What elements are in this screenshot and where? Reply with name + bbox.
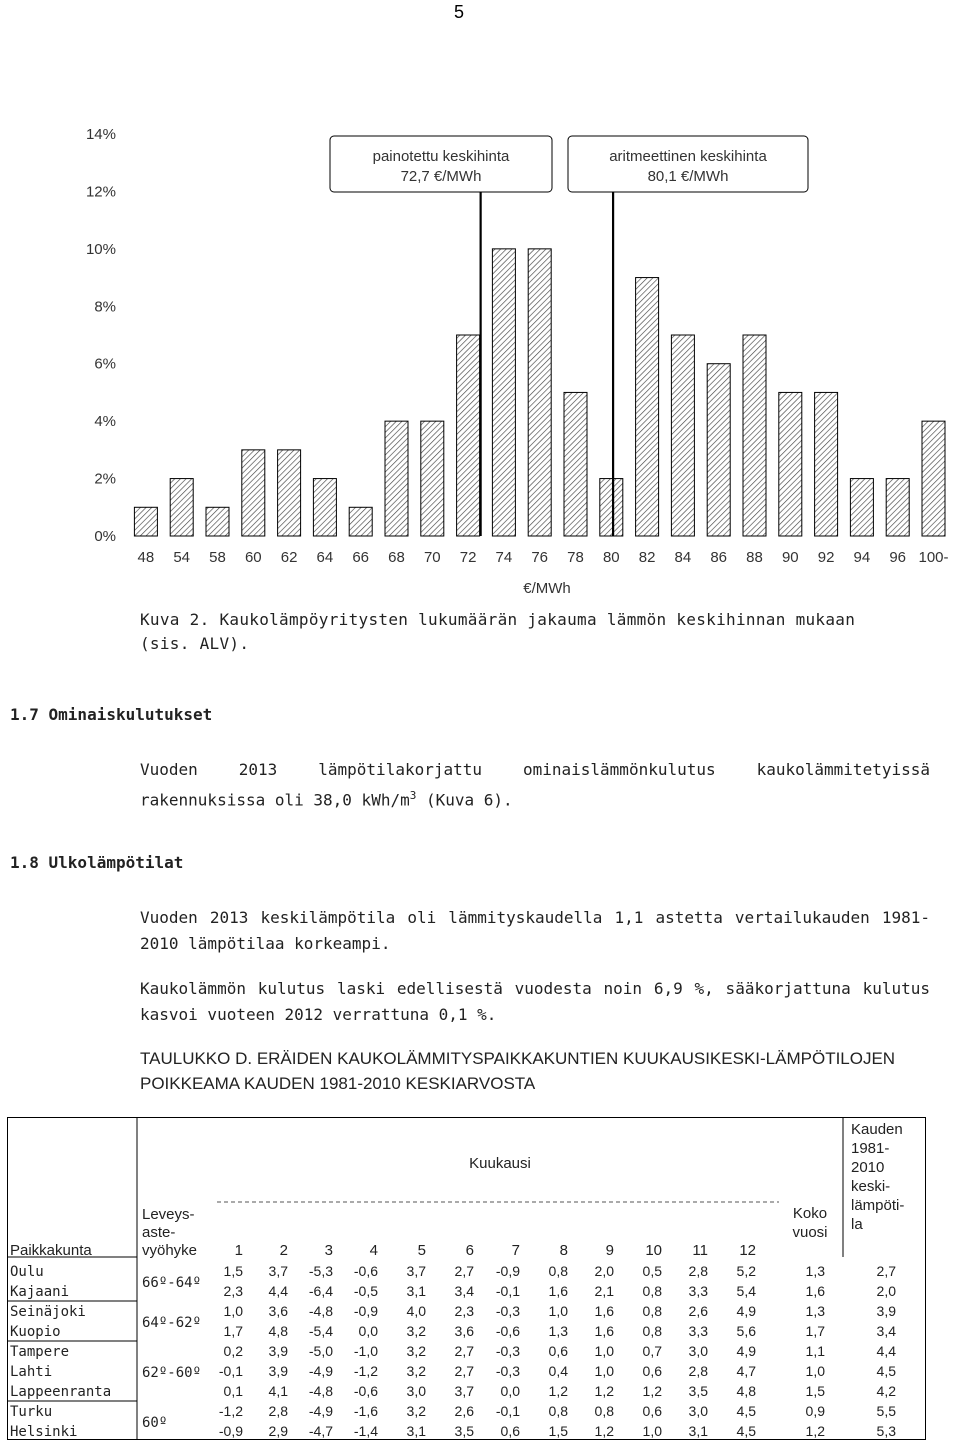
city-name: Lahti: [10, 1364, 53, 1380]
header-month: 3: [324, 1242, 333, 1259]
month-value: -0,1: [495, 1283, 520, 1299]
y-tick-label: 12%: [85, 183, 116, 201]
month-value: 1,2: [594, 1383, 614, 1399]
city-name: Turku: [10, 1404, 53, 1420]
month-value: -0,1: [495, 1403, 520, 1419]
bar: [636, 278, 659, 536]
month-value: 3,3: [688, 1283, 708, 1299]
bar: [707, 364, 730, 536]
month-value: 0,2: [223, 1343, 243, 1359]
header-period: lämpöti-: [851, 1197, 905, 1214]
year-value: 1,2: [805, 1423, 825, 1439]
city-name: Kuopio: [10, 1324, 61, 1340]
month-value: 2,7: [454, 1343, 474, 1359]
header-month: 6: [465, 1242, 474, 1259]
month-value: 4,9: [736, 1303, 756, 1319]
month-value: 0,6: [642, 1403, 662, 1419]
header-city: Paikkakunta: [10, 1242, 92, 1259]
bar: [815, 392, 838, 536]
bar: [671, 335, 694, 536]
x-tick-label: 88: [746, 549, 763, 566]
bar: [528, 249, 551, 536]
temperature-deviation-table: [7, 1117, 932, 1441]
bar: [743, 335, 766, 536]
x-tick-label: 72: [459, 549, 477, 566]
y-tick-label: 2%: [94, 470, 116, 488]
header-month-group: Kuukausi: [469, 1155, 531, 1172]
month-value: 0,0: [500, 1383, 520, 1399]
city-name: Seinäjoki: [10, 1304, 86, 1320]
month-value: 0,8: [594, 1403, 614, 1419]
bar: [278, 450, 301, 536]
x-tick-label: 96: [889, 549, 907, 566]
paragraph-keskilampotila: Vuoden 2013 keskilämpötila oli lämmityskaudella 1,1 astetta vertailukauden 1981-2010 lämpötilaa korkeampi.: [140, 908, 930, 953]
month-value: 4,4: [268, 1283, 288, 1299]
header-month: 5: [417, 1242, 426, 1259]
year-value: 1,6: [805, 1283, 825, 1299]
month-value: 3,1: [688, 1423, 708, 1439]
period-value: 2,0: [876, 1283, 896, 1299]
month-value: 2,3: [454, 1303, 474, 1319]
zone-label: 66º-64º: [142, 1275, 202, 1291]
x-tick-label: 92: [817, 549, 835, 566]
month-value: 2,7: [454, 1363, 474, 1379]
month-value: 1,2: [594, 1423, 614, 1439]
x-tick-label: 78: [567, 549, 584, 566]
bar: [421, 421, 444, 536]
month-value: 3,3: [688, 1323, 708, 1339]
month-value: 0,7: [642, 1343, 662, 1359]
month-value: -0,9: [353, 1303, 378, 1319]
city-name: Helsinki: [10, 1424, 78, 1440]
header-zone: vyöhyke: [142, 1242, 198, 1259]
month-value: -1,2: [218, 1403, 243, 1419]
month-value: 3,2: [406, 1343, 426, 1359]
x-tick-label: 82: [638, 549, 656, 566]
month-value: 3,5: [688, 1383, 708, 1399]
month-value: 2,8: [688, 1363, 708, 1379]
month-value: 0,6: [642, 1363, 662, 1379]
month-value: -4,7: [308, 1423, 333, 1439]
header-period: keski-: [851, 1178, 891, 1195]
month-value: 0,8: [642, 1303, 662, 1319]
month-value: 1,0: [594, 1343, 614, 1359]
x-tick-label: 64: [316, 549, 334, 566]
bar: [457, 335, 480, 536]
month-value: 1,5: [548, 1423, 568, 1439]
header-month: 1: [234, 1242, 243, 1259]
x-tick-label: 66: [352, 549, 370, 566]
month-value: 3,7: [406, 1263, 426, 1279]
month-value: 0,4: [548, 1363, 568, 1379]
y-tick-label: 10%: [85, 240, 116, 258]
period-value: 3,9: [876, 1303, 896, 1319]
month-value: 4,8: [736, 1383, 756, 1399]
month-value: -6,4: [308, 1283, 333, 1299]
bar: [170, 479, 193, 536]
month-value: -0,5: [353, 1283, 378, 1299]
x-tick-label: 62: [280, 549, 298, 566]
year-value: 1,7: [805, 1323, 825, 1339]
city-name: Tampere: [10, 1344, 70, 1360]
month-value: 0,6: [500, 1423, 520, 1439]
month-value: -0,6: [353, 1383, 378, 1399]
month-value: 2,0: [594, 1263, 614, 1279]
header-year: vuosi: [792, 1224, 828, 1241]
header-month: 2: [279, 1242, 288, 1259]
bar: [313, 479, 336, 536]
header-month: 10: [645, 1242, 662, 1259]
month-value: 2,8: [268, 1403, 288, 1419]
header-month: 11: [692, 1242, 708, 1259]
month-value: -0,3: [495, 1303, 520, 1319]
bar: [850, 479, 873, 536]
bar: [564, 392, 587, 536]
x-axis-label: €/MWh: [523, 580, 571, 597]
month-value: 5,4: [736, 1283, 756, 1299]
page-number: 5: [454, 2, 465, 22]
bar: [600, 479, 623, 536]
month-value: 2,6: [688, 1303, 708, 1319]
month-value: 1,2: [642, 1383, 662, 1399]
month-value: -0,9: [495, 1263, 520, 1279]
bar: [922, 421, 945, 536]
bar: [242, 450, 265, 536]
header-month: 12: [739, 1242, 756, 1259]
month-value: 3,9: [268, 1363, 288, 1379]
month-value: 4,5: [736, 1423, 756, 1439]
month-value: 1,0: [223, 1303, 243, 1319]
figure-caption: Kuva 2. Kaukolämpöyritysten lukumäärän jakauma lämmön keskihinnan mukaan (sis. ALV).: [140, 610, 856, 653]
x-tick-label: 80: [602, 549, 620, 566]
month-value: 2,8: [688, 1263, 708, 1279]
month-value: -1,6: [353, 1403, 378, 1419]
bar: [385, 421, 408, 536]
month-value: -5,3: [308, 1263, 333, 1279]
x-tick-label: 74: [495, 549, 513, 566]
reference-value: 72,7 €/MWh: [400, 168, 482, 185]
header-month: 7: [511, 1242, 520, 1259]
month-value: 1,0: [642, 1423, 662, 1439]
x-tick-label: 76: [531, 549, 549, 566]
month-value: -0,3: [495, 1343, 520, 1359]
month-value: 5,2: [736, 1263, 756, 1279]
period-value: 4,5: [876, 1363, 896, 1379]
month-value: 3,2: [406, 1363, 426, 1379]
x-tick-label: 86: [710, 549, 728, 566]
x-tick-label: 94: [853, 549, 871, 566]
month-value: 3,5: [454, 1423, 474, 1439]
x-tick-label: 84: [674, 549, 692, 566]
city-name: Kajaani: [10, 1284, 70, 1300]
bar: [206, 507, 229, 536]
header-month: 9: [605, 1242, 614, 1259]
year-value: 1,3: [805, 1263, 825, 1279]
month-value: 1,6: [594, 1323, 614, 1339]
y-tick-label: 0%: [94, 528, 116, 545]
header-zone: aste-: [142, 1224, 176, 1241]
month-value: 0,5: [642, 1263, 662, 1279]
period-value: 3,4: [876, 1323, 896, 1339]
month-value: 3,6: [268, 1303, 288, 1319]
x-tick-label: 60: [244, 549, 262, 566]
header-month: 4: [369, 1242, 378, 1259]
month-value: 0,8: [548, 1263, 568, 1279]
month-value: 3,0: [406, 1383, 426, 1399]
month-value: 2,9: [268, 1423, 288, 1439]
month-value: 0,1: [223, 1383, 243, 1399]
month-value: 0,8: [642, 1323, 662, 1339]
month-value: 0,6: [548, 1343, 568, 1359]
zone-label: 62º-60º: [142, 1365, 202, 1381]
year-value: 0,9: [805, 1403, 825, 1419]
y-tick-label: 4%: [94, 413, 116, 431]
year-value: 1,0: [805, 1363, 825, 1379]
month-value: 1,2: [548, 1383, 568, 1399]
month-value: -4,8: [308, 1303, 333, 1319]
month-value: 3,6: [454, 1323, 474, 1339]
month-value: 5,6: [736, 1323, 756, 1339]
month-value: 3,0: [688, 1403, 708, 1419]
x-tick-label: 70: [423, 549, 441, 566]
x-tick-label: 100-: [918, 549, 949, 566]
period-value: 5,3: [876, 1423, 896, 1439]
paragraph-ominaiskulutus: [140, 757, 930, 813]
month-value: 1,6: [548, 1283, 568, 1299]
month-value: 1,5: [223, 1263, 243, 1279]
header-zone: Leveys-: [142, 1206, 195, 1223]
paragraph-text: Vuoden 2013 lämpötilakorjattu ominaislämmönkulutus kaukolämmitetyissä rakennuksissa oli 38,0 kWh/m: [140, 760, 930, 810]
month-value: 2,3: [223, 1283, 243, 1299]
header-period: 2010: [851, 1159, 885, 1176]
year-value: 1,5: [805, 1383, 825, 1399]
y-tick-label: 6%: [94, 355, 116, 373]
month-value: 4,0: [406, 1303, 426, 1319]
bar: [349, 507, 372, 536]
period-value: 4,2: [876, 1383, 896, 1399]
reference-value: 80,1 €/MWh: [647, 168, 729, 185]
x-tick-label: 58: [209, 549, 226, 566]
city-name: Lappeenranta: [10, 1384, 112, 1400]
header-period: 1981-: [851, 1140, 890, 1157]
month-value: -4,8: [308, 1383, 333, 1399]
month-value: 3,2: [406, 1403, 426, 1419]
section-heading-ominaiskulutukset: 1.7 Ominaiskulutukset: [10, 705, 213, 724]
city-name: Oulu: [10, 1264, 44, 1280]
month-value: 2,6: [454, 1403, 474, 1419]
x-tick-label: 48: [137, 549, 155, 566]
bar: [886, 479, 909, 536]
month-value: -1,2: [353, 1363, 378, 1379]
section-heading-ulkolampotilat: 1.8 Ulkolämpötilat: [10, 853, 184, 872]
month-value: 3,9: [268, 1343, 288, 1359]
month-value: 1,3: [548, 1323, 568, 1339]
x-tick-label: 68: [388, 549, 405, 566]
month-value: 0,8: [642, 1283, 662, 1299]
month-value: -0,6: [353, 1263, 378, 1279]
month-value: 4,9: [736, 1343, 756, 1359]
month-value: -4,9: [308, 1363, 333, 1379]
year-value: 1,1: [805, 1343, 825, 1359]
month-value: 0,8: [548, 1403, 568, 1419]
bar: [492, 249, 515, 536]
month-value: -4,9: [308, 1403, 333, 1419]
paragraph-kulutus: Kaukolämmön kulutus laski edellisestä vuodesta noin 6,9 %, sääkorjattuna kulutus kasvoi vuoteen 2012 verrattuna 0,1 %.: [140, 979, 930, 1024]
month-value: 1,6: [594, 1303, 614, 1319]
y-tick-label: 14%: [85, 126, 116, 143]
header-year: Koko: [792, 1205, 828, 1222]
month-value: 4,8: [268, 1323, 288, 1339]
zone-label: 60º: [142, 1415, 168, 1431]
month-value: 3,7: [454, 1383, 474, 1399]
month-value: 4,5: [736, 1403, 756, 1419]
period-value: 5,5: [876, 1403, 896, 1419]
period-value: 4,4: [876, 1343, 896, 1359]
month-value: 0,0: [358, 1323, 378, 1339]
month-value: -0,6: [495, 1323, 520, 1339]
month-value: 3,0: [688, 1343, 708, 1359]
year-value: 1,3: [805, 1303, 825, 1319]
month-value: -1,0: [353, 1343, 378, 1359]
month-value: 4,1: [268, 1383, 288, 1399]
month-value: -1,4: [353, 1423, 378, 1439]
x-tick-label: 90: [781, 549, 799, 566]
month-value: 2,7: [454, 1263, 474, 1279]
month-value: -0,3: [495, 1363, 520, 1379]
x-tick-label: 54: [173, 549, 191, 566]
y-tick-label: 8%: [94, 298, 116, 316]
zone-label: 64º-62º: [142, 1315, 202, 1331]
month-value: 3,1: [406, 1283, 426, 1299]
superscript: 3: [409, 789, 417, 802]
month-value: -5,4: [308, 1323, 333, 1339]
header-period: Kauden: [851, 1121, 903, 1138]
header-month: 8: [559, 1242, 568, 1259]
month-value: 1,7: [223, 1323, 243, 1339]
header-period: la: [851, 1216, 863, 1233]
month-value: -0,1: [218, 1363, 243, 1379]
table-title: TAULUKKO D. ERÄIDEN KAUKOLÄMMITYSPAIKKAKUNTIEN KUUKAUSIKESKI-LÄMPÖTILOJEN POIKKEAMA KAUDEN 1981-2010 KESKIARVOSTA: [140, 1049, 896, 1093]
month-value: 1,0: [594, 1363, 614, 1379]
month-value: 3,1: [406, 1423, 426, 1439]
bar: [779, 392, 802, 536]
month-value: 1,0: [548, 1303, 568, 1319]
period-value: 2,7: [876, 1263, 896, 1279]
month-value: -0,9: [218, 1423, 243, 1439]
month-value: 3,7: [268, 1263, 288, 1279]
month-value: -5,0: [308, 1343, 333, 1359]
month-value: 2,1: [594, 1283, 614, 1299]
reference-label: aritmeettinen keskihinta: [609, 148, 767, 165]
month-value: 3,4: [454, 1283, 474, 1299]
month-value: 4,7: [736, 1363, 756, 1379]
month-value: 3,2: [406, 1323, 426, 1339]
paragraph-text-end: (Kuva 6).: [416, 790, 513, 810]
bar: [134, 507, 157, 536]
price-distribution-chart: [0, 110, 960, 610]
reference-label: painotettu keskihinta: [372, 148, 510, 165]
